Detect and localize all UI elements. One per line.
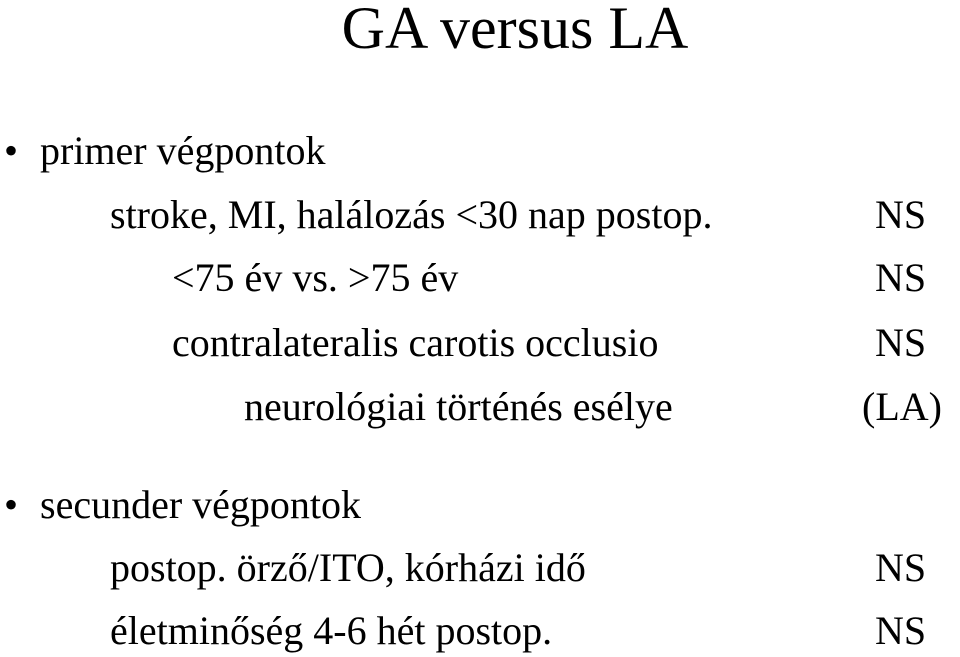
- secondary-row-label: postop. örző/ITO, kórházi idő: [110, 545, 586, 590]
- secondary-heading: secunder végpontok: [40, 482, 362, 527]
- secondary-row-value: NS: [875, 545, 927, 590]
- primary-row-value: (LA): [862, 384, 942, 429]
- primary-row-label: stroke, MI, halálozás <30 nap postop.: [110, 192, 713, 237]
- bullet-icon: •: [4, 128, 19, 173]
- secondary-row-value: NS: [875, 608, 927, 653]
- primary-row-label: <75 év vs. >75 év: [172, 255, 459, 300]
- primary-row-label: contralateralis carotis occlusio: [172, 320, 659, 365]
- primary-heading: primer végpontok: [40, 128, 326, 173]
- slide-title: GA versus LA: [341, 0, 689, 61]
- primary-row-value: NS: [875, 192, 927, 237]
- primary-row-value: NS: [875, 320, 927, 365]
- secondary-row-label: életminőség 4-6 hét postop.: [110, 608, 553, 653]
- primary-row-label: neurológiai történés esélye: [244, 384, 673, 429]
- bullet-icon: •: [4, 482, 19, 527]
- primary-row-value: NS: [875, 255, 927, 300]
